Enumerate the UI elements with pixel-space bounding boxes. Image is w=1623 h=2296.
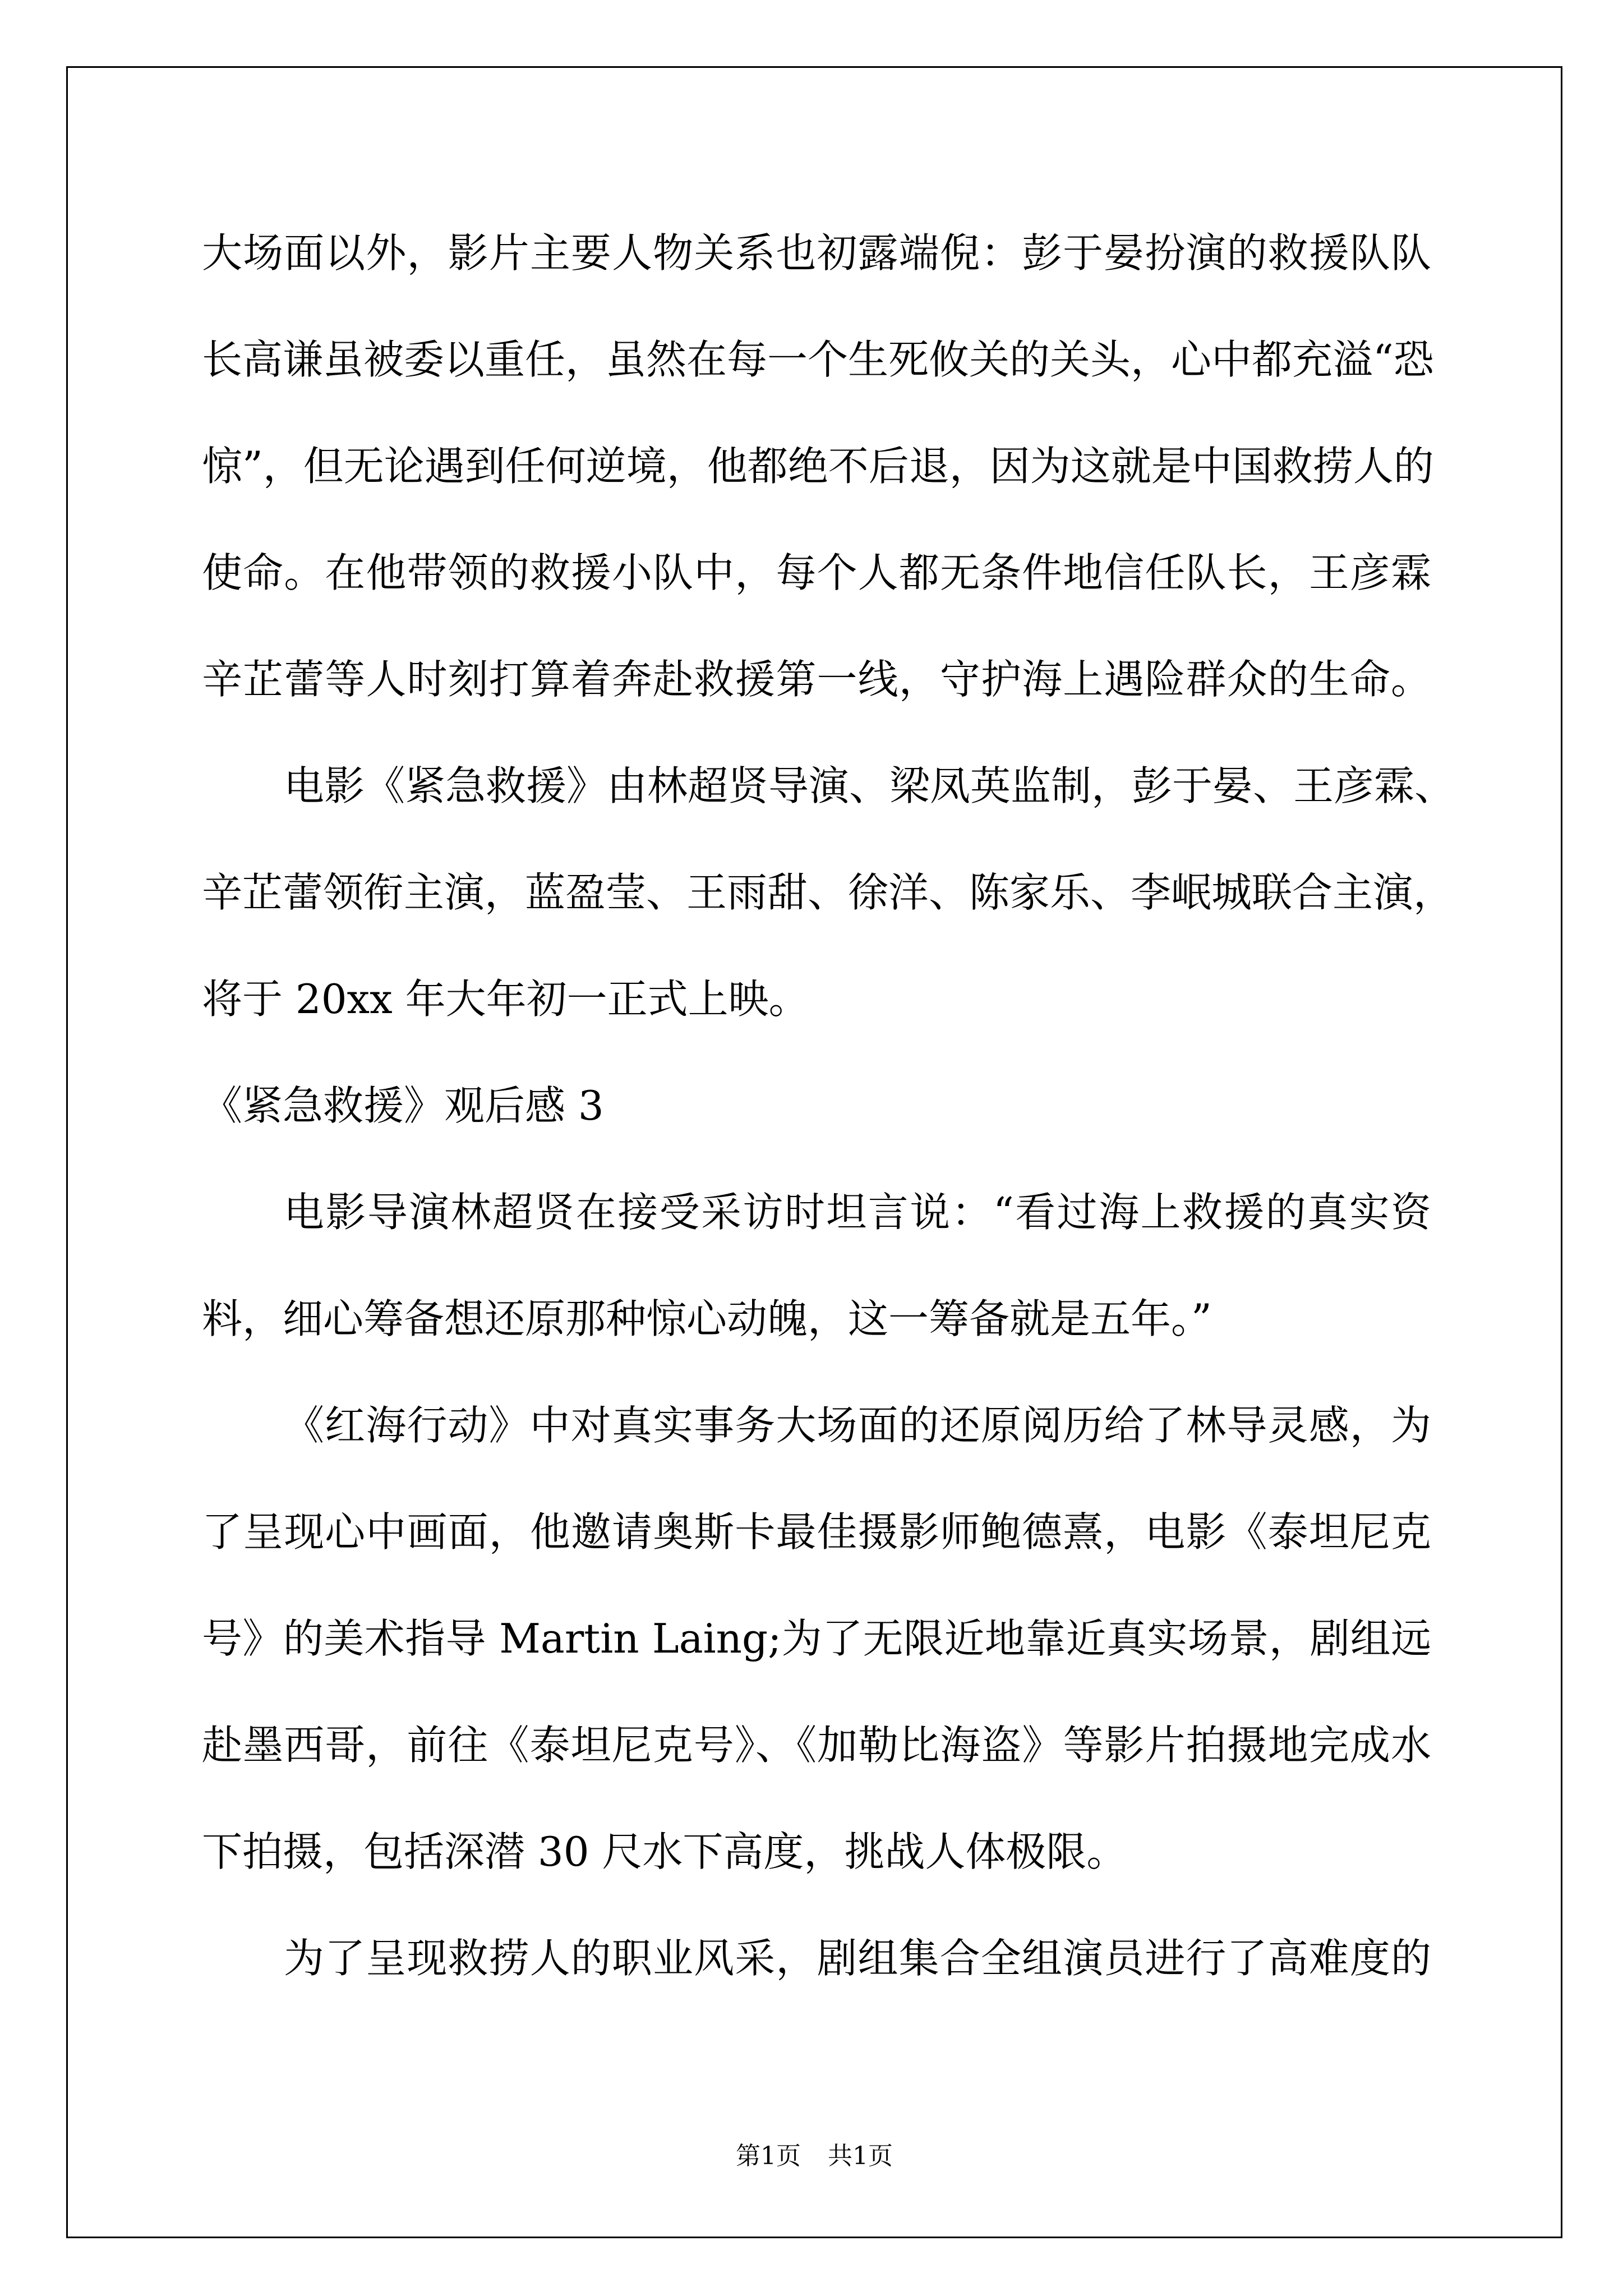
body-line: 将于 20xx 年大年初一正式上映。 [202,976,809,1023]
page-footer [66,2139,1562,2173]
page-number: 第1页 [736,2142,801,2170]
body-line: 电影导演林超贤在接受采访时坦言说：“看过海上救援的真实资 [284,1189,1431,1236]
body-line: 为了呈现救捞人的职业风采，剧组集合全组演员进行了高难度的 [284,1935,1431,1982]
section-heading: 《紧急救援》观后感 3 [202,1082,604,1129]
body-line: 辛芷蕾等人时刻打算着奔赴救援第一线，守护海上遇险群众的生命。 [202,656,1431,703]
body-line: 电影《紧急救援》由林超贤导演、梁凤英监制，彭于晏、王彦霖、 [284,762,1455,809]
body-line: 赴墨西哥，前往《泰坦尼克号》、《加勒比海盗》等影片拍摄地完成水 [202,1722,1431,1769]
body-line: 使命。在他带领的救援小队中，每个人都无条件地信任队长，王彦霖 [202,549,1431,596]
body-line: 辛芷蕾领衔主演，蓝盈莹、王雨甜、徐洋、陈家乐、李岷城联合主演， [202,869,1454,916]
body-line: 料，细心筹备想还原那种惊心动魄，这一筹备就是五年。” [202,1295,1212,1342]
body-line: 《红海行动》中对真实事务大场面的还原阅历给了林导灵感，为 [284,1402,1431,1449]
body-line: 长高谦虽被委以重任，虽然在每一个生死攸关的关头，心中都充溢“恐 [202,336,1434,383]
body-line: 号》的美术指导 Martin Laing;为了无限近地靠近真实场景，剧组远 [202,1615,1431,1662]
body-line: 了呈现心中画面，他邀请奥斯卡最佳摄影师鲍德熹，电影《泰坦尼克 [202,1508,1431,1556]
document-body [202,200,1455,2012]
body-line: 大场面以外，影片主要人物关系也初露端倪：彭于晏扮演的救援队队 [202,229,1431,277]
page-total: 共1页 [828,2142,893,2170]
body-line: 惊”，但无论遇到任何逆境，他都绝不后退，因为这就是中国救捞人的 [202,443,1434,490]
body-line: 下拍摄，包括深潜 30 尺水下高度，挑战人体极限。 [202,1828,1127,1875]
